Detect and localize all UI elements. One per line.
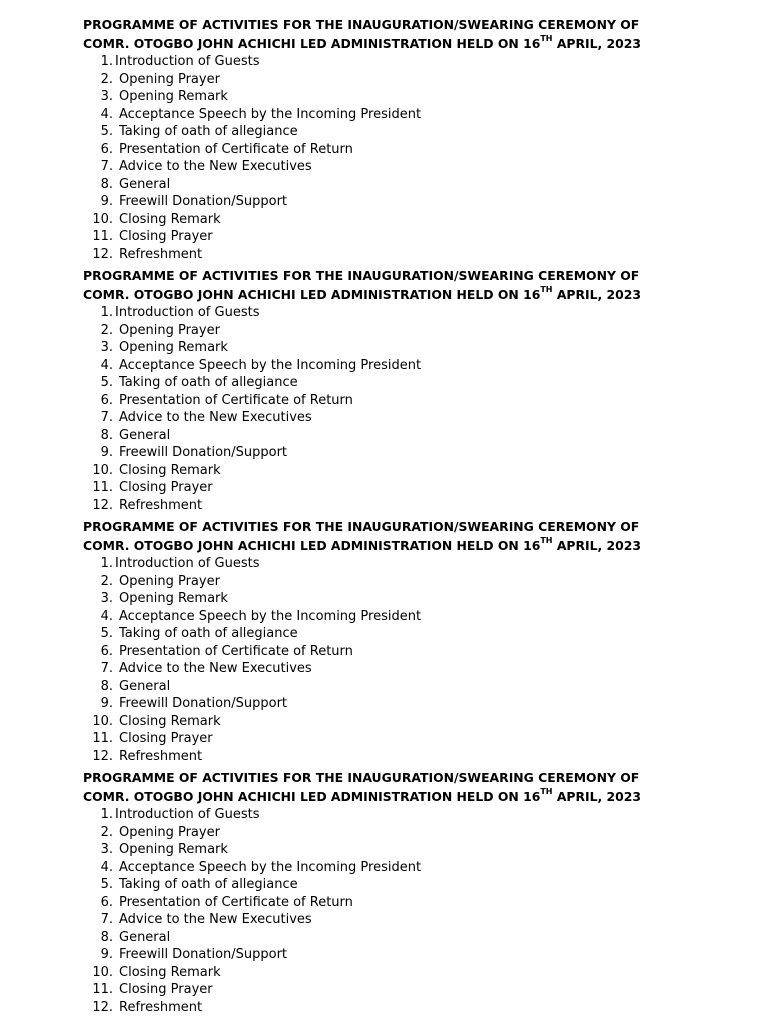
- list-item: [83, 427, 683, 445]
- activity-list: [83, 304, 683, 514]
- item-number: 3.: [100, 89, 113, 104]
- list-item: [83, 713, 683, 731]
- item-text: Refreshment: [119, 246, 203, 262]
- item-number: 4.: [100, 608, 113, 624]
- list-item: [83, 894, 683, 912]
- item-text: Acceptance Speech by the Incoming President: [119, 357, 422, 373]
- list-item: [83, 660, 683, 678]
- item-number: 6.: [100, 392, 113, 408]
- item-number: 2.: [100, 71, 113, 87]
- item-number: 8.: [100, 427, 113, 443]
- list-item: [83, 929, 683, 947]
- list-item: [83, 158, 683, 176]
- list-item: [83, 339, 683, 357]
- ordinal-suffix: TH: [540, 34, 553, 44]
- list-item: [83, 859, 683, 877]
- list-item: [83, 625, 683, 643]
- list-item: [83, 479, 683, 497]
- item-text: Opening Remark: [119, 89, 228, 104]
- item-number: 11.: [92, 480, 113, 495]
- item-text: Refreshment: [119, 999, 203, 1015]
- item-text: Closing Remark: [119, 964, 221, 980]
- list-item: [83, 678, 683, 696]
- item-number: 12.: [92, 246, 113, 262]
- item-number: 8.: [100, 176, 113, 192]
- list-item: [83, 946, 683, 964]
- list-item: [83, 392, 683, 410]
- item-text: Closing Remark: [119, 211, 221, 227]
- item-number: 10.: [92, 713, 113, 729]
- item-text: Closing Prayer: [119, 480, 213, 495]
- item-text: Closing Prayer: [119, 229, 213, 244]
- list-item: [83, 304, 683, 322]
- item-number: 4.: [100, 357, 113, 373]
- item-number: 2.: [100, 573, 113, 589]
- item-text: Opening Prayer: [119, 71, 220, 87]
- item-text: General: [119, 929, 171, 945]
- item-text: Opening Remark: [119, 591, 228, 606]
- list-item: [83, 695, 683, 713]
- item-text: Introduction of Guests: [115, 556, 260, 571]
- title-line-2-date: APRIL, 2023: [552, 537, 642, 553]
- item-text: Freewill Donation/Support: [119, 696, 288, 711]
- list-item: [83, 590, 683, 608]
- item-text: General: [119, 176, 171, 192]
- item-number: 9.: [100, 947, 113, 962]
- title-line-2-date: APRIL, 2023: [552, 35, 642, 51]
- item-number: 10.: [92, 462, 113, 478]
- activity-list: [83, 53, 683, 263]
- item-number: 7.: [100, 410, 113, 425]
- item-number: 4.: [100, 859, 113, 875]
- item-number: 8.: [100, 678, 113, 694]
- item-number: 9.: [100, 696, 113, 711]
- item-text: Advice to the New Executives: [119, 410, 312, 425]
- item-text: Presentation of Certificate of Return: [119, 643, 353, 659]
- title-line-2-text: COMR. OTOGBO JOHN ACHICHI LED ADMINISTRATION HELD ON 16: [83, 286, 541, 302]
- programme-title-line-1: PROGRAMME OF ACTIVITIES FOR THE INAUGURATION/SWEARING CEREMONY OF: [83, 770, 640, 785]
- item-number: 9.: [100, 445, 113, 460]
- item-text: Acceptance Speech by the Incoming President: [119, 106, 422, 122]
- item-number: 11.: [92, 229, 113, 244]
- item-number: 2.: [100, 322, 113, 338]
- item-text: Closing Remark: [119, 713, 221, 729]
- item-text: General: [119, 678, 171, 694]
- item-text: Opening Prayer: [119, 322, 220, 338]
- item-text: Freewill Donation/Support: [119, 947, 288, 962]
- item-text: Taking of oath of allegiance: [119, 626, 298, 641]
- list-item: [83, 555, 683, 573]
- ordinal-suffix: TH: [540, 536, 553, 546]
- item-text: Opening Remark: [119, 842, 228, 857]
- title-line-2-date: APRIL, 2023: [552, 788, 642, 804]
- list-item: [83, 176, 683, 194]
- item-number: 3.: [100, 591, 113, 606]
- item-number: 5.: [100, 375, 113, 390]
- item-number: 1.: [100, 556, 113, 571]
- list-item: [83, 573, 683, 591]
- item-number: 1.: [100, 807, 113, 822]
- list-item: [83, 462, 683, 480]
- list-item: [83, 806, 683, 824]
- title-line-2-text: COMR. OTOGBO JOHN ACHICHI LED ADMINISTRATION HELD ON 16: [83, 537, 541, 553]
- item-text: Acceptance Speech by the Incoming President: [119, 608, 422, 624]
- list-item: [83, 53, 683, 71]
- list-item: [83, 193, 683, 211]
- item-number: 5.: [100, 626, 113, 641]
- programme-title-line-2: [83, 537, 683, 556]
- list-item: [83, 106, 683, 124]
- item-number: 11.: [92, 982, 113, 997]
- item-number: 2.: [100, 824, 113, 840]
- list-item: [83, 374, 683, 392]
- item-text: Introduction of Guests: [115, 807, 260, 822]
- item-number: 5.: [100, 124, 113, 139]
- item-text: Closing Remark: [119, 462, 221, 478]
- item-number: 5.: [100, 877, 113, 892]
- programme-title-line-2: [83, 286, 683, 305]
- item-text: Taking of oath of allegiance: [119, 877, 298, 892]
- item-text: Opening Prayer: [119, 824, 220, 840]
- item-number: 12.: [92, 999, 113, 1015]
- item-text: Presentation of Certificate of Return: [119, 392, 353, 408]
- list-item: [83, 964, 683, 982]
- item-number: 6.: [100, 643, 113, 659]
- item-number: 7.: [100, 159, 113, 174]
- programme-title-line-1: PROGRAMME OF ACTIVITIES FOR THE INAUGURATION/SWEARING CEREMONY OF: [83, 519, 640, 534]
- programme-title-line-2: [83, 788, 683, 807]
- list-item: [83, 71, 683, 89]
- item-number: 1.: [100, 54, 113, 69]
- item-text: Taking of oath of allegiance: [119, 375, 298, 390]
- list-item: [83, 999, 683, 1017]
- list-item: [83, 876, 683, 894]
- activity-list: [83, 806, 683, 1016]
- item-number: 6.: [100, 141, 113, 157]
- list-item: [83, 730, 683, 748]
- programme-title-line-1: PROGRAMME OF ACTIVITIES FOR THE INAUGURATION/SWEARING CEREMONY OF: [83, 268, 640, 283]
- item-text: Presentation of Certificate of Return: [119, 141, 353, 157]
- activity-list: [83, 555, 683, 765]
- item-text: Refreshment: [119, 497, 203, 513]
- programme-block: [83, 769, 683, 1016]
- item-text: Taking of oath of allegiance: [119, 124, 298, 139]
- list-item: [83, 911, 683, 929]
- item-text: Freewill Donation/Support: [119, 445, 288, 460]
- programme-block: [83, 518, 683, 765]
- list-item: [83, 981, 683, 999]
- item-text: Introduction of Guests: [115, 305, 260, 320]
- list-item: [83, 409, 683, 427]
- list-item: [83, 88, 683, 106]
- item-number: 1.: [100, 305, 113, 320]
- item-number: 4.: [100, 106, 113, 122]
- item-number: 8.: [100, 929, 113, 945]
- list-item: [83, 322, 683, 340]
- list-item: [83, 123, 683, 141]
- list-item: [83, 141, 683, 159]
- item-number: 3.: [100, 340, 113, 355]
- item-text: Opening Remark: [119, 340, 228, 355]
- item-number: 3.: [100, 842, 113, 857]
- title-line-2-date: APRIL, 2023: [552, 286, 642, 302]
- item-text: Introduction of Guests: [115, 54, 260, 69]
- item-text: Freewill Donation/Support: [119, 194, 288, 209]
- list-item: [83, 824, 683, 842]
- list-item: [83, 211, 683, 229]
- item-number: 10.: [92, 211, 113, 227]
- title-line-2-text: COMR. OTOGBO JOHN ACHICHI LED ADMINISTRATION HELD ON 16: [83, 788, 541, 804]
- item-text: Advice to the New Executives: [119, 159, 312, 174]
- item-number: 12.: [92, 748, 113, 764]
- list-item: [83, 841, 683, 859]
- item-text: Presentation of Certificate of Return: [119, 894, 353, 910]
- title-line-2-text: COMR. OTOGBO JOHN ACHICHI LED ADMINISTRATION HELD ON 16: [83, 35, 541, 51]
- programme-block: [83, 267, 683, 514]
- list-item: [83, 444, 683, 462]
- list-item: [83, 357, 683, 375]
- item-text: Advice to the New Executives: [119, 661, 312, 676]
- item-text: Acceptance Speech by the Incoming President: [119, 859, 422, 875]
- item-number: 7.: [100, 661, 113, 676]
- item-text: Advice to the New Executives: [119, 912, 312, 927]
- list-item: [83, 497, 683, 515]
- item-text: Closing Prayer: [119, 731, 213, 746]
- programme-title-line-2: [83, 35, 683, 54]
- item-text: Opening Prayer: [119, 573, 220, 589]
- item-number: 9.: [100, 194, 113, 209]
- list-item: [83, 643, 683, 661]
- item-text: Refreshment: [119, 748, 203, 764]
- list-item: [83, 748, 683, 766]
- item-text: General: [119, 427, 171, 443]
- item-number: 10.: [92, 964, 113, 980]
- item-text: Closing Prayer: [119, 982, 213, 997]
- programme-block: [83, 16, 683, 263]
- list-item: [83, 246, 683, 264]
- item-number: 12.: [92, 497, 113, 513]
- ordinal-suffix: TH: [540, 285, 553, 295]
- item-number: 6.: [100, 894, 113, 910]
- list-item: [83, 228, 683, 246]
- item-number: 7.: [100, 912, 113, 927]
- list-item: [83, 608, 683, 626]
- ordinal-suffix: TH: [540, 787, 553, 797]
- programme-title-line-1: PROGRAMME OF ACTIVITIES FOR THE INAUGURATION/SWEARING CEREMONY OF: [83, 17, 640, 32]
- item-number: 11.: [92, 731, 113, 746]
